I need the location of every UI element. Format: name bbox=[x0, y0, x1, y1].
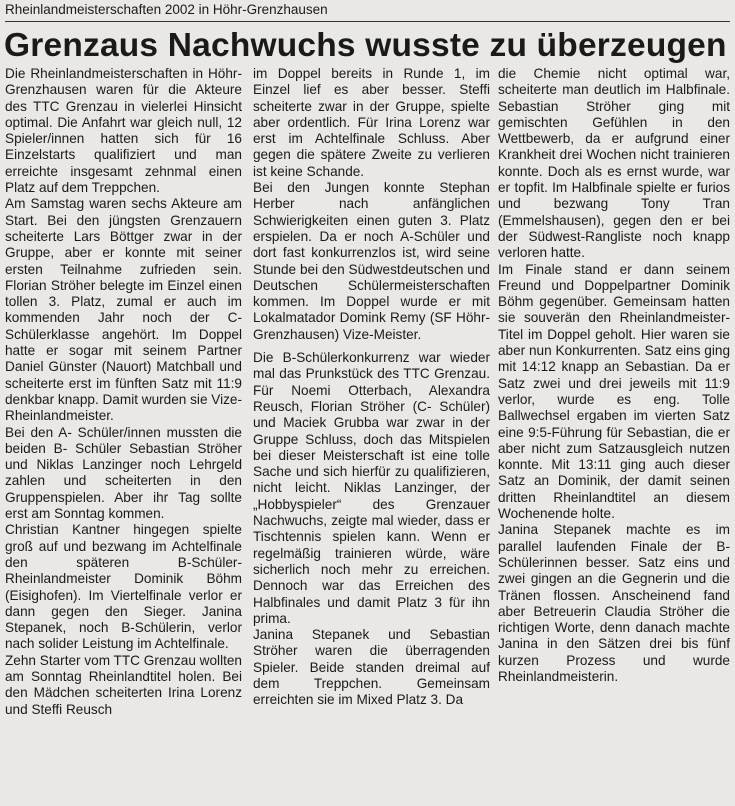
paragraph: Bei den A- Schüler/innen mussten die beiden B- Schüler Sebastian Ströher und Niklas Lanzinger noch Lehrgeld zahlen und scheiterten in den Gruppenspielen. Aber ihr Tag sollte erst am Sonntag kommen. bbox=[5, 424, 242, 522]
paragraph: Janina Stepanek machte es im parallel laufenden Finale der B-Schülerinnen besser. Satz eins und zwei gingen an die Gegnerin und die Tränen flossen. Anscheinend fand aber Betreuerin Claudia Ströher die richtigen Worte, denn danach machte Janina in den Sätzen drei bis fünf kurzen Prozess und wurde Rheinlandmeisterin. bbox=[498, 522, 730, 684]
paragraph: Bei den Jungen konnte Stephan Herber nach anfänglichen Schwierigkeiten einen guten 3. Platz erspielen. Da er noch A-Schüler und dort fast konkurrenzlos ist, wird seine Stunde bei den Südwestdeutschen und Deutschen Schülermeisterschaften kommen. Im Doppel wurde er mit Lokalmatador Domink Remy (SF Höhr-Grenzhausen) Vize-Meister. bbox=[253, 180, 490, 342]
article-column-3 bbox=[498, 66, 730, 685]
paragraph: Christian Kantner hingegen spielte groß auf und bezwang im Achtelfinale den späteren B-Schüler-Rheinlandmeister Dominik Böhm (Eisighofen). Im Viertelfinale verlor er dann gegen den Sieger. Janina Stepanek, noch B-Schülerin, verlor nach solider Leistung im Achtelfinale. bbox=[5, 522, 242, 652]
paragraph: Die B-Schülerkonkurrenz war wieder mal das Prunkstück des TTC Grenzau. Für Noemi Otterbach, Alexandra Reusch, Florian Ströher (C- Schüler) und Maciek Grubba war zwar in der Gruppe Schluss, doch das Mitspielen bei dieser Meisterschaft ist eine tolle Sache und sich hierfür zu qualifizieren, nicht leicht. Niklas Lanzinger, der „Hobbyspieler“ des Grenzauer Nachwuchs, zeigte mal wieder, dass er Tischtennis spielen kann. Wenn er regelmäßig trainieren würde, wäre sicherlich noch mehr zu erreichen. Dennoch war das Erreichen des Halbfinales und damit Platz 3 für ihn prima. bbox=[253, 350, 490, 626]
headline: Grenzaus Nachwuchs wusste zu überzeugen bbox=[4, 27, 727, 64]
divider bbox=[5, 21, 730, 22]
paragraph: Janina Stepanek und Sebastian Ströher waren die überragenden Spieler. Beide standen dreimal auf dem Treppchen. Gemeinsam erreichten sie im Mixed Platz 3. Da bbox=[253, 627, 490, 708]
article-column-2 bbox=[253, 66, 490, 709]
paragraph: Zehn Starter vom TTC Grenzau wollten am Sonntag Rheinlandtitel holen. Bei den Mädchen scheiterten Irina Lorenz und Steffi Reusch bbox=[5, 652, 242, 717]
paragraph: Im Finale stand er dann seinem Freund und Doppelpartner Dominik Böhm gegenüber. Gemeinsam hatten sie souverän den Rheinlandmeister-Titel im Doppel geholt. Hier waren sie aber nun Konkurrenten. Satz eins ging mit 14:12 knapp an Sebastian. Da er Satz zwei und drei jeweils mit 11:9 verlor, wurde es eng. Tolle Ballwechsel ergaben im vierten Satz eine 9:5-Führung für Sebastian, die er aber nicht zum Satzausgleich nutzen konnte. Mit 13:11 ging auch dieser Satz an Dominik, der damit seinen dritten Rheinlandtitel an diesem Wochenende holte. bbox=[498, 261, 731, 522]
paragraph: im Doppel bereits in Runde 1, im Einzel lief es aber besser. Steffi scheiterte zwar in der Gruppe, spielte aber ordentlich. Für Irina Lorenz war erst im Achtelfinale Schluss. Aber gegen die spätere Zweite zu verlieren ist keine Schande. bbox=[253, 66, 490, 179]
kicker-line: Rheinlandmeisterschaften 2002 in Höhr-Grenzhausen bbox=[5, 2, 328, 17]
article-column-1 bbox=[5, 66, 242, 718]
paragraph: die Chemie nicht optimal war, scheiterte man deutlich im Halbfinale. Sebastian Ströher ging mit gemischten Gefühlen in den Wettbewerb, da er aufgrund einer Krankheit drei Wochen nicht trainieren konnte. Doch als es ernst wurde, war er topfit. Im Halbfinale spielte er furios und bezwang Tony Tran (Emmelshausen), gegen den er bei der Südwest-Rangliste noch knapp verloren hatte. bbox=[498, 66, 730, 261]
paragraph: Die Rheinlandmeisterschaften in Höhr-Grenzhausen waren für die Akteure des TTC Grenzau in vielerlei Hinsicht optimal. Die Anfahrt war gleich null, 12 Spieler/innen hatten sich für 16 Einzelstarts qualifiziert und man erreichte insgesamt zehnmal einen Platz auf dem Treppchen. bbox=[5, 66, 242, 196]
paragraph: Am Samstag waren sechs Akteure am Start. Bei den jüngsten Grenzauern scheiterte Lars Böttger zwar in der Gruppe, aber er konnte mit seiner ersten Teilnahme zufrieden sein. Florian Ströher belegte im Einzel einen tollen 3. Platz, zumal er auch im kommenden Jahr noch der C- Schülerklasse angehört. Im Doppel hatte er sogar mit seinem Partner Daniel Günster (Nauort) Matchball und scheiterte erst im fünften Satz mit 11:9 denkbar knapp. Damit wurden sie Vize-Rheinlandmeister. bbox=[5, 196, 243, 424]
